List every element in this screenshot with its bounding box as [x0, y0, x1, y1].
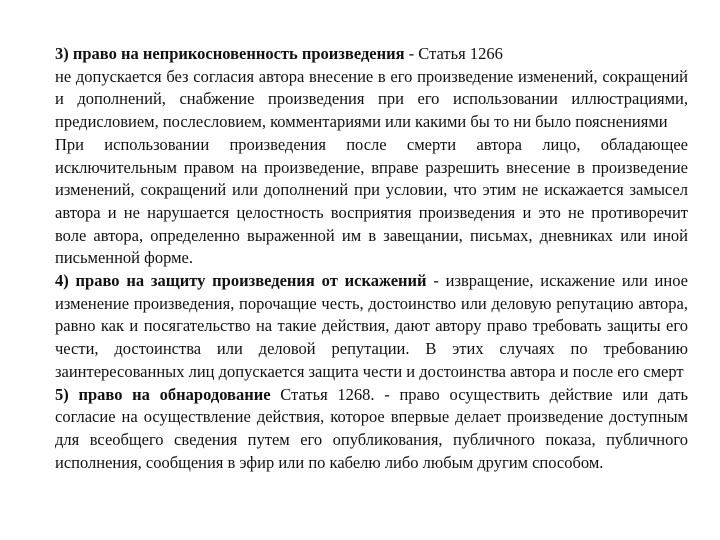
section-3-heading: 3) право на неприкосновенность произведения	[55, 44, 405, 63]
section-3-heading-line	[55, 43, 688, 66]
section-3-article: - Статья 1266	[404, 44, 503, 63]
section-4-paragraph	[55, 270, 688, 384]
section-5-paragraph	[55, 384, 688, 475]
posthumous-use-paragraph: При использовании произведения после смерти автора лицо, обладающее исключительным правом на произведение, вправе разрешить внесение в произведение изменений, сокращений или дополнений при условии, что этим не искажается замысел автора и не нарушается целостность восприятия произведения и это не противоречит воле автора, определенно выраженной им в завещании, письмах, дневниках или иной письменной форме.	[55, 134, 688, 268]
section-4-heading: 4) право на защиту произведения от искажений	[55, 271, 427, 291]
document-page	[55, 43, 688, 474]
section-3-text: не допускается без согласия автора внесение в его произведение изменений, сокращений и дополнений, снабжение произведения при его использовании иллюстрациями, предисловием, послесловием, комментариями или какими бы то ни было пояснениями	[55, 66, 688, 132]
section-4-text: - извращение, искажение или иное изменение произведения, порочащие честь, достоинство или деловую репутацию автора, равно как и посягательство на такие действия, дают автору право требовать защиты его чести, достоинства или деловой репутации. В этих случаях по требованию заинтересованных лиц допускается защита чести и достоинства автора и после его смерт	[55, 271, 688, 381]
section-5-heading: 5) право на обнародование	[55, 384, 271, 404]
section-5-text: Статья 1268. - право осуществить действие или дать согласие на осуществление действия, которое впервые делает произведение доступным для всеобщего сведения путем его опубликования, публичного показа, публичного исполнения, сообщения в эфир или по кабелю либо любым другим способом.	[55, 384, 688, 472]
